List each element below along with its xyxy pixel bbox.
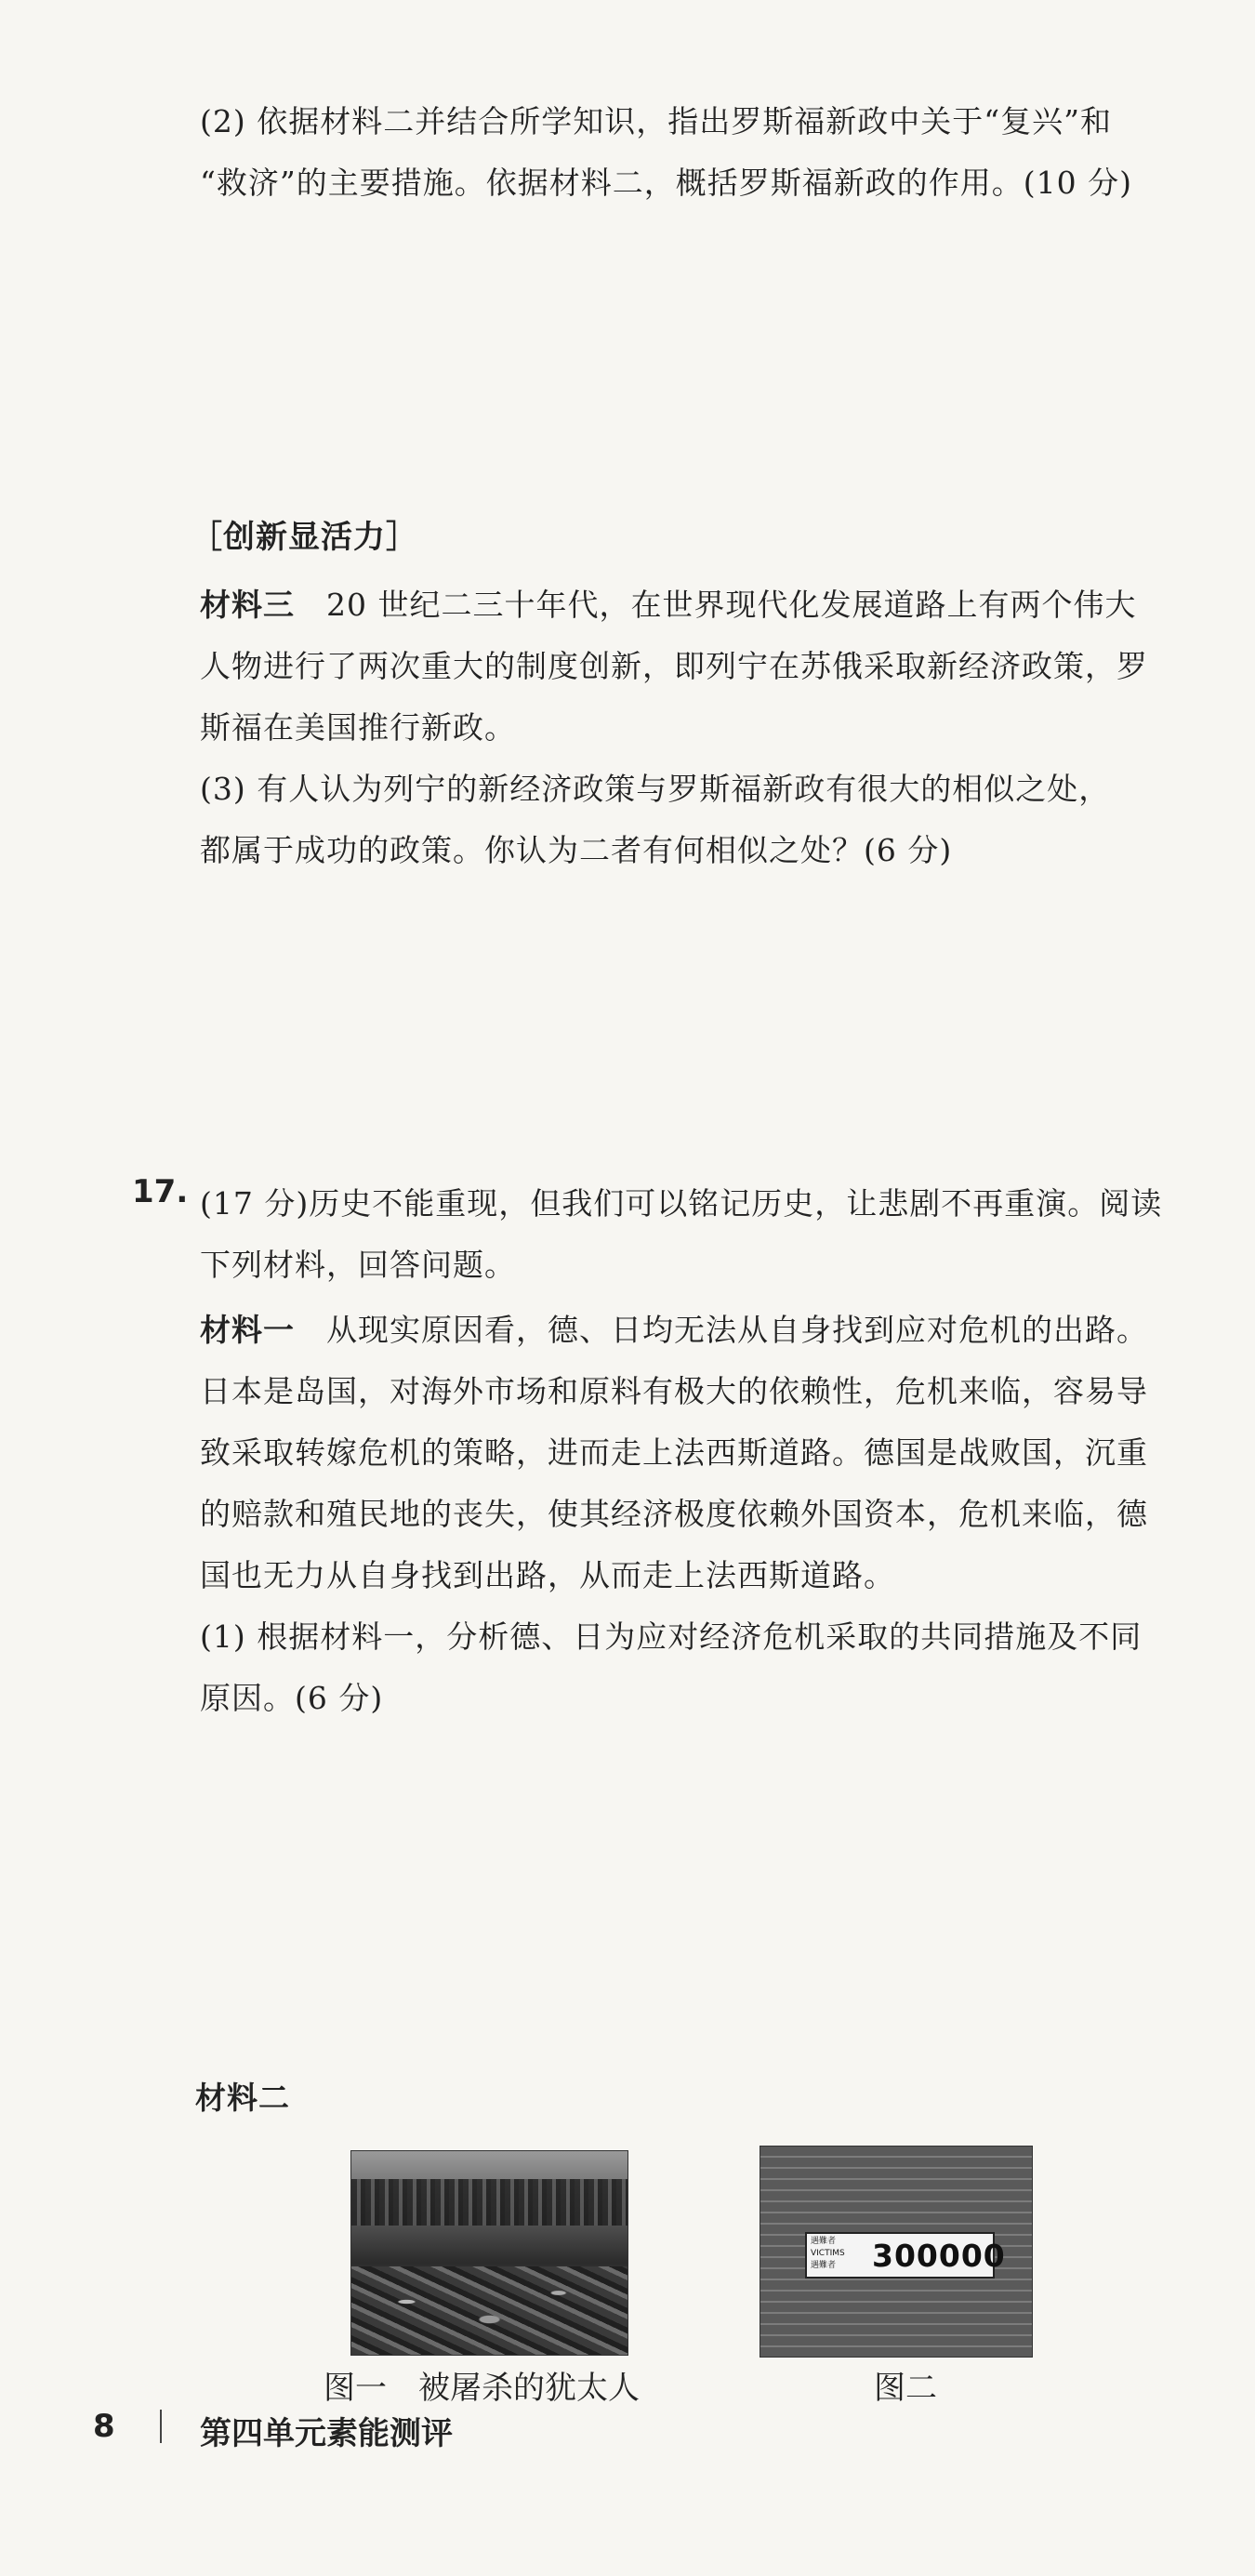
material1-label: 材料一: [200, 1312, 295, 1348]
figure1-caption: 图一 被屠杀的犹太人: [324, 2370, 640, 2407]
figure2-photo: [760, 2146, 1033, 2358]
material1-line1: [200, 1300, 1148, 1361]
section-header: ［创新显活力］: [191, 519, 418, 556]
q17-line1: (17 分)历史不能重现，但我们可以铭记历史，让悲剧不再重演。阅读: [200, 1185, 1163, 1222]
sub1-line2: 原因。(6 分): [200, 1680, 384, 1716]
material3-text-1: 20 世纪二三十年代，在世界现代化发展道路上有两个伟大: [295, 587, 1137, 623]
part2-line2: “救济”的主要措施。依据材料二，概括罗斯福新政的作用。(10 分): [200, 165, 1132, 201]
figure1-photo: [350, 2150, 628, 2356]
material1-line4: 的赔款和殖民地的丧失，使其经济极度依赖外国资本，危机来临，德: [200, 1496, 1148, 1532]
sign-number: 300000: [872, 2238, 1006, 2274]
material3-line1: [200, 575, 1136, 636]
material1-line3: 致采取转嫁危机的策略，进而走上法西斯道路。德国是战败国，沉重: [200, 1434, 1148, 1471]
q17-line2: 下列材料，回答问题。: [200, 1247, 516, 1283]
unit-title: 第四单元素能测评: [200, 2415, 453, 2452]
footer-divider: [160, 2410, 162, 2443]
victims-sign: [805, 2232, 1006, 2279]
figure1-ground: [351, 2266, 628, 2355]
part3-line2: 都属于成功的政策。你认为二者有何相似之处？(6 分): [200, 832, 953, 868]
part3-line1: (3) 有人认为列宁的新经济政策与罗斯福新政有很大的相似之处，: [200, 771, 1111, 807]
sign-small-text: 遇難者 VICTIMS 遇難者: [811, 2237, 845, 2270]
figure2-caption: 图二: [874, 2370, 937, 2407]
material3-line2: 人物进行了两次重大的制度创新，即列宁在苏俄采取新经济政策，罗: [200, 648, 1148, 684]
material1-line5: 国也无力从自身找到出路，从而走上法西斯道路。: [200, 1557, 895, 1593]
material2-label: 材料二: [195, 2080, 290, 2116]
question-number: 17.: [132, 1173, 189, 1210]
material1-line2: 日本是岛国，对海外市场和原料有极大的依赖性，危机来临，容易导: [200, 1373, 1148, 1409]
material3-label: 材料三: [200, 587, 295, 623]
sub1-line1: (1) 根据材料一，分析德、日为应对经济危机采取的共同措施及不同: [200, 1618, 1143, 1655]
material1-text-1: 从现实原因看，德、日均无法从自身找到应对危机的出路。: [295, 1312, 1148, 1348]
material3-line3: 斯福在美国推行新政。: [200, 709, 516, 746]
part2-line1: (2) 依据材料二并结合所学知识，指出罗斯福新政中关于“复兴”和: [200, 103, 1112, 139]
page-number: 8: [93, 2408, 115, 2445]
figure1-crowd: [351, 2179, 628, 2226]
